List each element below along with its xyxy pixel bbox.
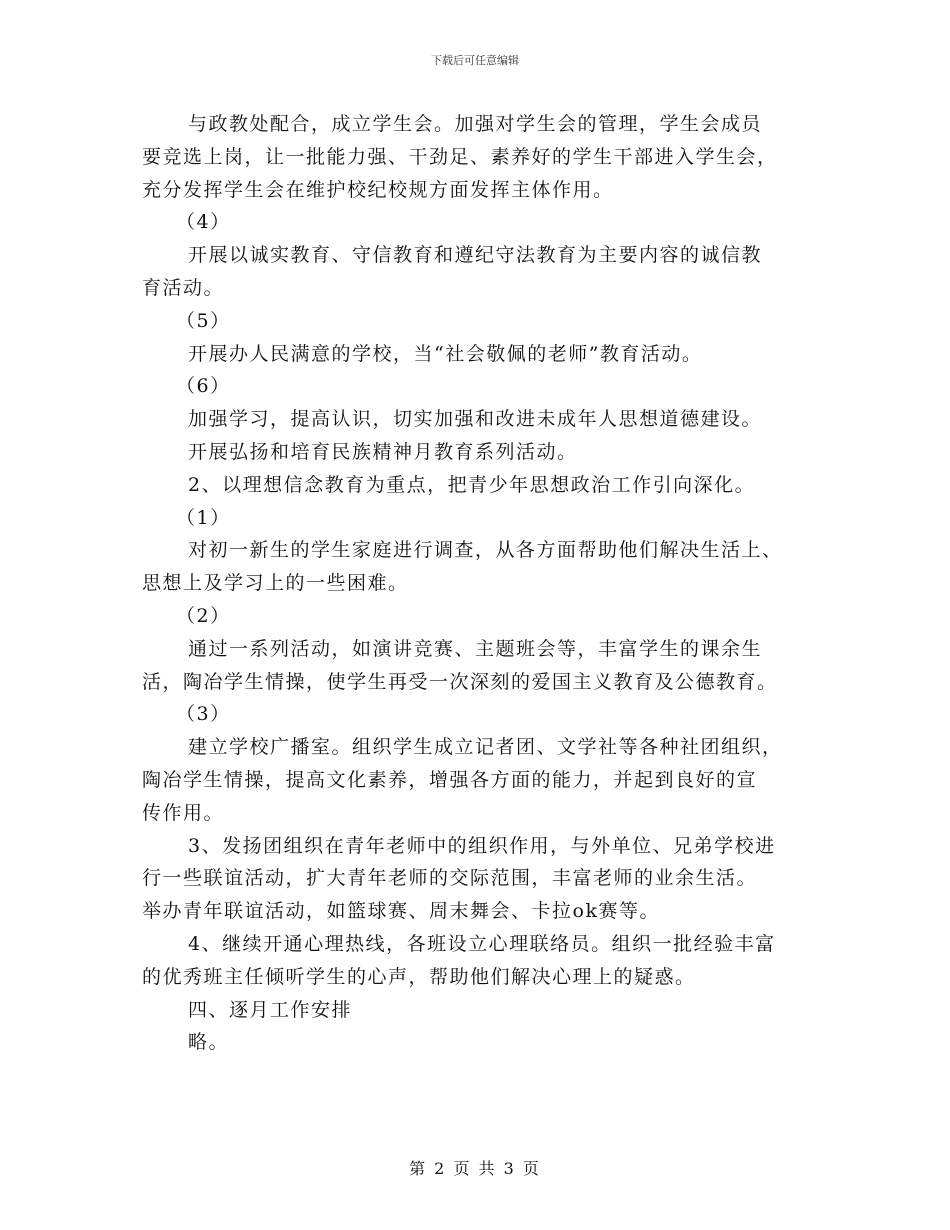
body-text-line: 的优秀班主任倾听学生的心声，帮助他们解决心理上的疑惑。 (142, 965, 696, 988)
body-text-line: 举办青年联谊活动，如篮球赛、周末舞会、卡拉ok赛等。 (142, 900, 660, 923)
body-text-line: 开展办人民满意的学校，当“社会敬佩的老师”教育活动。 (188, 342, 703, 365)
page-number-footer: 第 2 页 共 3 页 (409, 1159, 541, 1178)
body-text-line: 思想上及学习上的一些困难。 (142, 572, 409, 595)
body-text-line: （3） (176, 703, 231, 726)
body-text-line: 4、继续开通心理热线，各班设立心理联络员。组织一批经验丰富 (188, 932, 776, 955)
body-text-line: 要竞选上岗，让一批能力强、干劲足、素养好的学生干部进入学生会， (142, 145, 778, 168)
body-text-line: 建立学校广播室。组织学生成立记者团、文学社等各种社团组织， (188, 736, 783, 759)
body-text-line: （1） (176, 506, 231, 529)
body-text-line: 对初一新生的学生家庭进行调查，从各方面帮助他们解决生活上、 (188, 539, 783, 562)
body-text-line: 通过一系列活动，如演讲竞赛、主题班会等，丰富学生的课余生 (188, 637, 763, 660)
body-text-line: （2） (176, 604, 231, 627)
body-text-line: 略。 (188, 1031, 230, 1054)
body-text-line: 开展以诚实教育、守信教育和遵纪守法教育为主要内容的诚信教 (188, 244, 763, 267)
body-text-line: 活，陶冶学生情操，使学生再受一次深刻的爱国主义教育及公德教育。 (142, 670, 778, 693)
body-text-line: 充分发挥学生会在维护校纪校规方面发挥主体作用。 (142, 178, 614, 201)
body-text-line: 陶冶学生情操，提高文化素养，增强各方面的能力，并起到良好的宣 (142, 768, 758, 791)
body-text-line: （4） (176, 211, 231, 234)
document-body (142, 108, 822, 1059)
body-text-line: 加强学习，提高认识，切实加强和改进未成年人思想道德建设。 (188, 408, 763, 431)
body-text-line: 开展弘扬和培育民族精神月教育系列活动。 (188, 440, 578, 463)
body-text-line: 与政教处配合，成立学生会。加强对学生会的管理，学生会成员 (188, 113, 763, 135)
body-text-line: （6） (176, 375, 231, 398)
body-text-line: 四、逐月工作安排 (188, 998, 353, 1021)
body-text-line: 传作用。 (142, 801, 225, 824)
page-header-note: 下载后可任意编辑 (431, 54, 519, 67)
body-text-line: 行一些联谊活动，扩大青年老师的交际范围，丰富老师的业余生活。 (142, 867, 758, 890)
body-text-line: 2、以理想信念教育为重点，把青少年思想政治工作引向深化。 (188, 473, 756, 496)
body-text-line: （5） (176, 309, 231, 332)
body-text-line: 3、发扬团组织在青年老师中的组织作用，与外单位、兄弟学校进 (188, 834, 776, 857)
body-text-line: 育活动。 (142, 276, 225, 299)
